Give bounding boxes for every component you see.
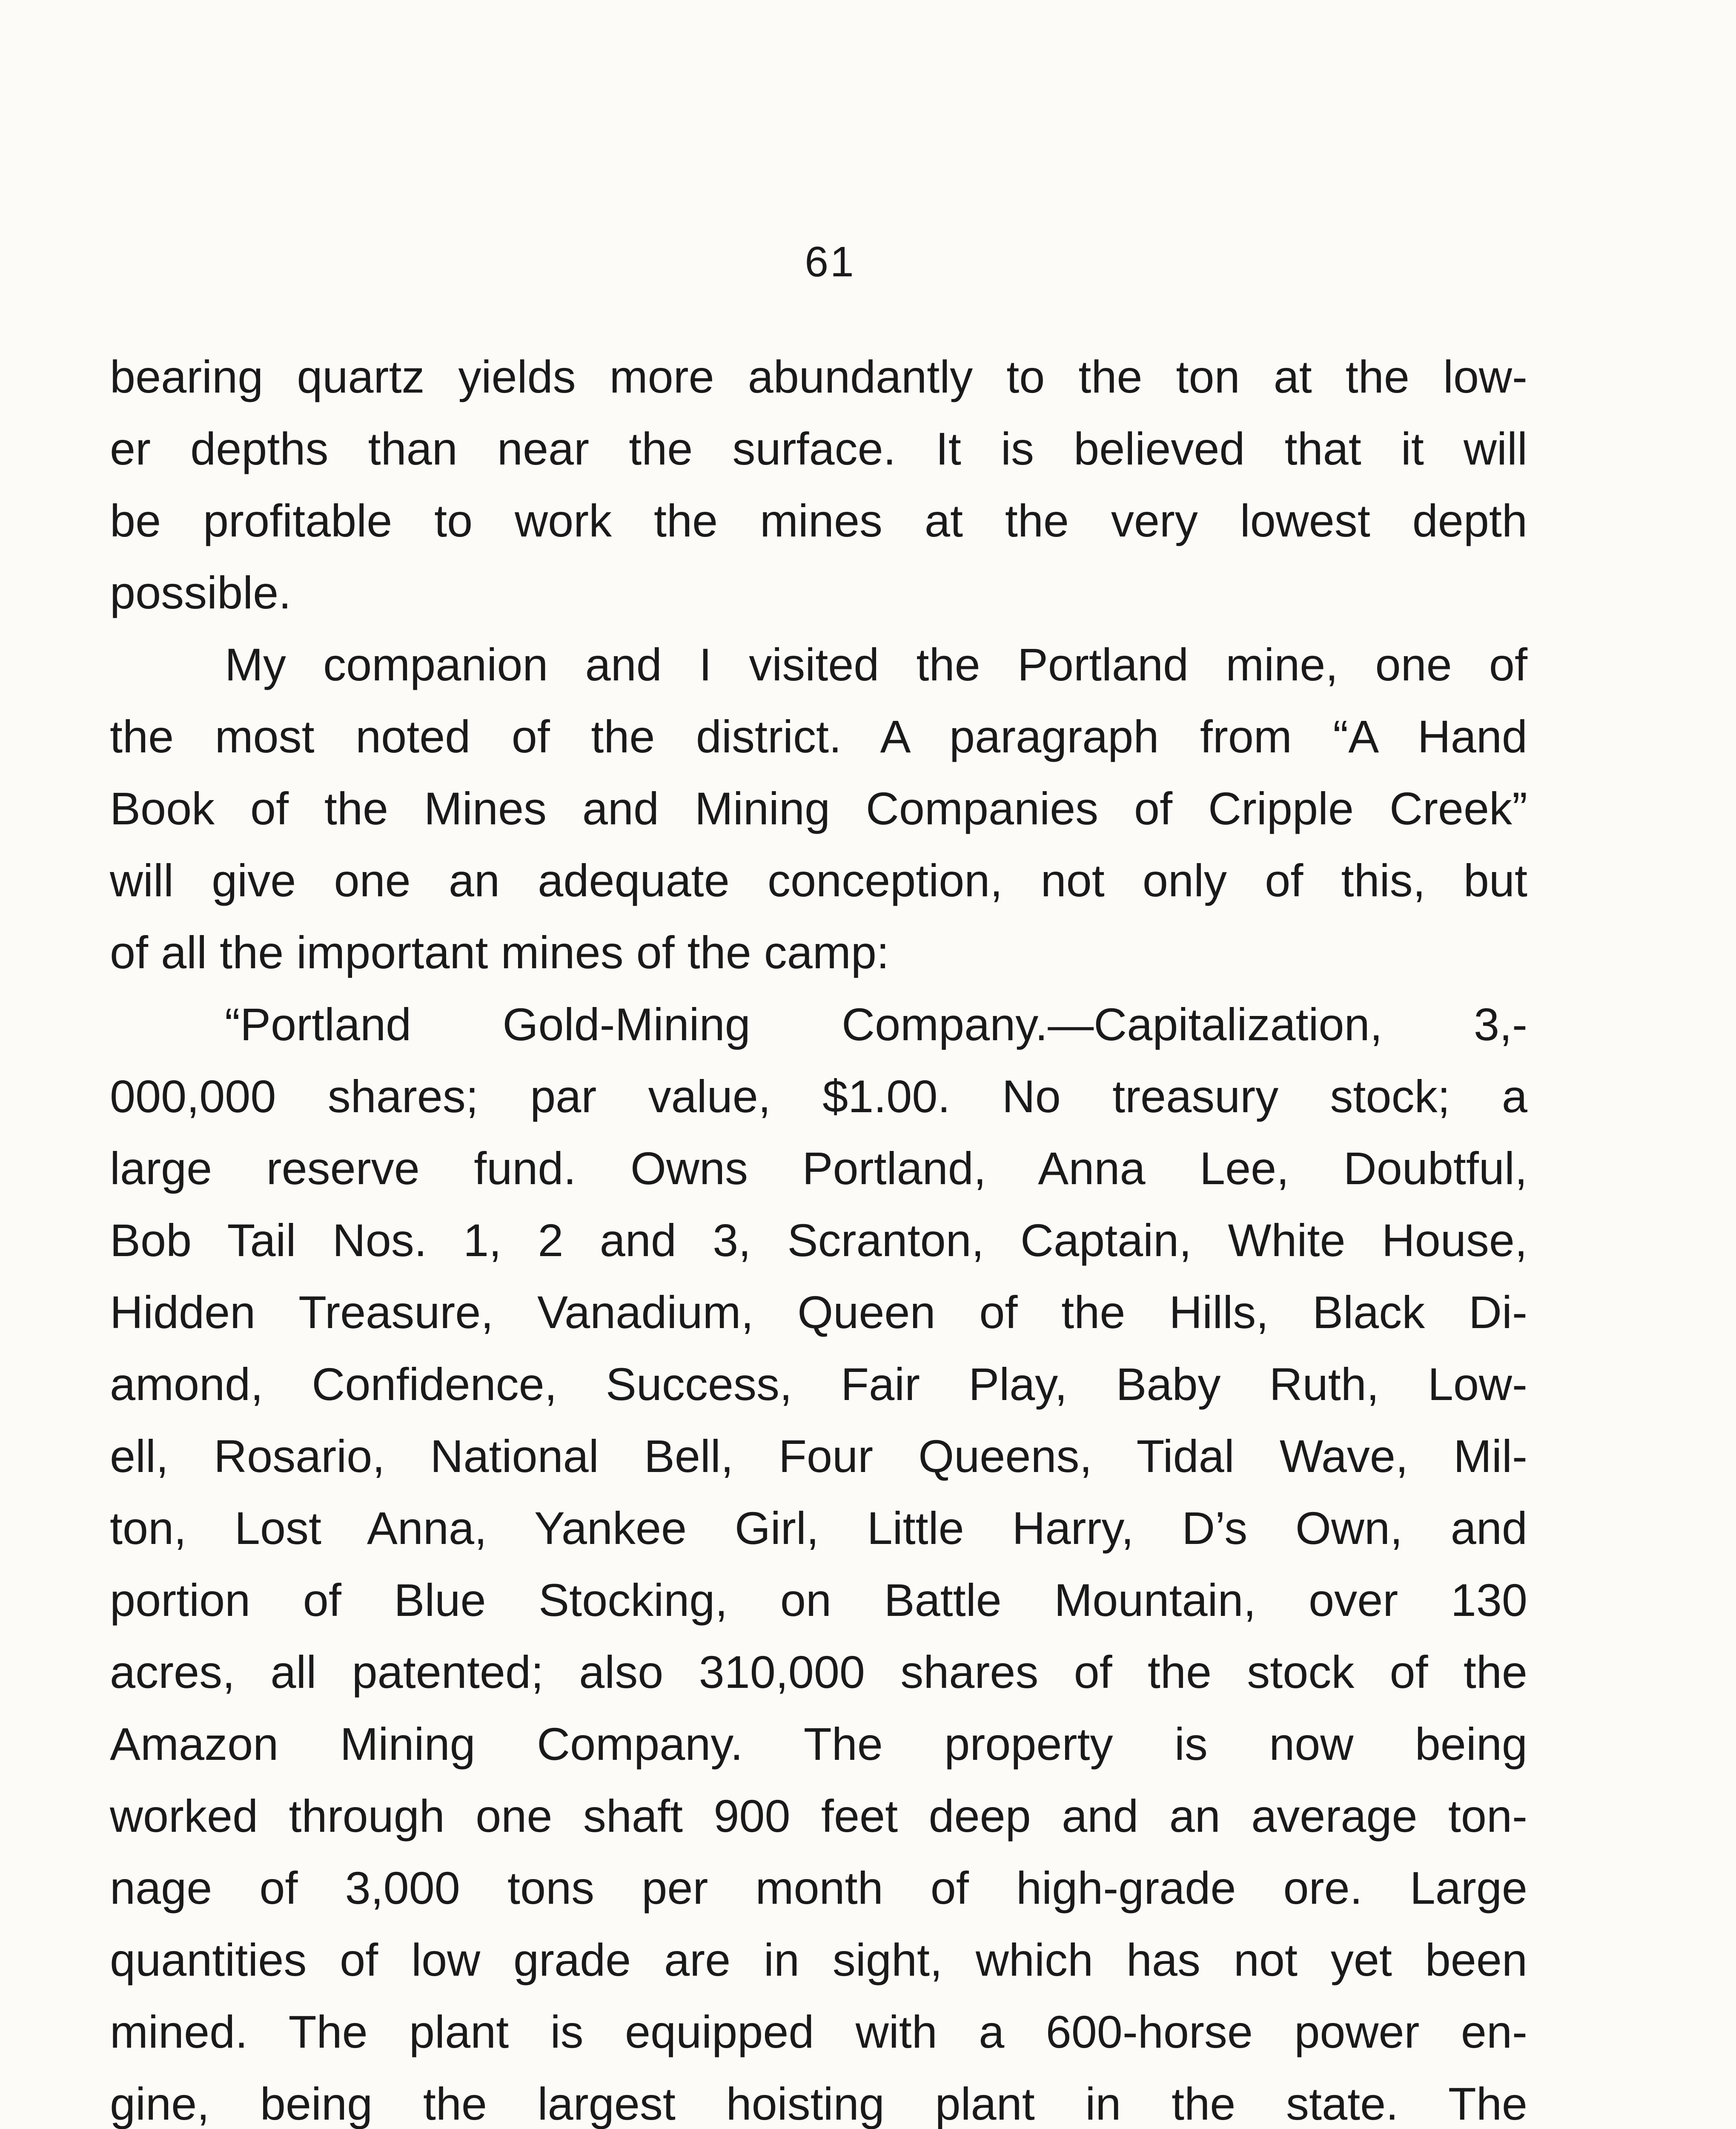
text-line: Bob Tail Nos. 1, 2 and 3, Scranton, Captain, White House, xyxy=(110,1214,1527,1266)
text-line: the most noted of the district. A paragraph from “A Hand xyxy=(110,711,1527,762)
text-line: 000,000 shares; par value, $1.00. No treasury stock; a xyxy=(110,1070,1527,1122)
text-line: My companion and I visited the Portland mine, one of xyxy=(225,639,1527,690)
text-line: Amazon Mining Company. The property is now being xyxy=(110,1718,1527,1770)
text-line: worked through one shaft 900 feet deep and an average ton- xyxy=(110,1790,1527,1842)
body-text xyxy=(110,341,1527,2129)
page-number: 61 xyxy=(805,238,856,286)
text-line: er depths than near the surface. It is believed that it will xyxy=(110,423,1527,474)
text-line: acres, all patented; also 310,000 shares of the stock of the xyxy=(110,1646,1527,1698)
text-line: ell, Rosario, National Bell, Four Queens, Tidal Wave, Mil- xyxy=(110,1430,1527,1482)
text-line: will give one an adequate conception, not only of this, but xyxy=(110,855,1527,906)
text-line: large reserve fund. Owns Portland, Anna Lee, Doubtful, xyxy=(110,1142,1527,1194)
text-line: Book of the Mines and Mining Companies of Cripple Creek” xyxy=(110,783,1527,834)
text-line: portion of Blue Stocking, on Battle Mountain, over 130 xyxy=(110,1574,1527,1626)
text-line: “Portland Gold-Mining Company.—Capitalization, 3,- xyxy=(225,999,1527,1050)
text-line: bearing quartz yields more abundantly to the ton at the low- xyxy=(110,351,1527,402)
text-line: ton, Lost Anna, Yankee Girl, Little Harry, D’s Own, and xyxy=(110,1502,1527,1554)
text-line: gine, being the largest hoisting plant in the state. The xyxy=(110,2078,1527,2129)
text-line: amond, Confidence, Success, Fair Play, Baby Ruth, Low- xyxy=(110,1358,1527,1410)
text-line: of all the important mines of the camp: xyxy=(110,927,889,978)
text-line: be profitable to work the mines at the very lowest depth xyxy=(110,495,1527,546)
text-line: quantities of low grade are in sight, which has not yet been xyxy=(110,1934,1527,1986)
text-line: mined. The plant is equipped with a 600-horse power en- xyxy=(110,2006,1527,2057)
text-line: nage of 3,000 tons per month of high-grade ore. Large xyxy=(110,1862,1527,1914)
text-line: Hidden Treasure, Vanadium, Queen of the Hills, Black Di- xyxy=(110,1286,1527,1338)
text-line: possible. xyxy=(110,567,292,618)
